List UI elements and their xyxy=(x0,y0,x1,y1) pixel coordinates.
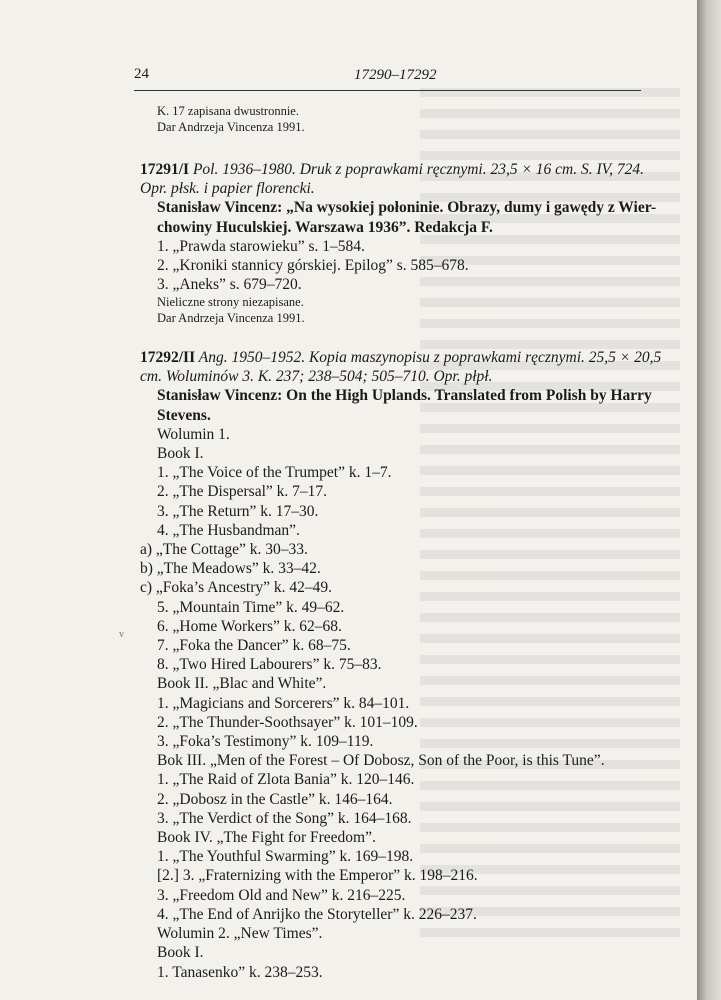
contents-line: Bok III. „Men of the Forest – Of Dobosz, Son of the Poor, is this Tune”. xyxy=(157,752,605,770)
entry-desc-line-2: cm. Woluminów 3. K. 237; 238–504; 505–710. Opr. płpł. xyxy=(140,368,493,386)
entry1-notes xyxy=(157,294,667,326)
contents-line: c) „Foka’s Ancestry” k. 42–49. xyxy=(140,579,332,597)
entry-description xyxy=(140,160,650,179)
contents-line: Wolumin 1. xyxy=(157,425,230,443)
entry-desc-line-1: Pol. 1936–1980. Druk z poprawkami ręcznymi. 23,5 × 16 cm. S. IV, 724. xyxy=(189,161,644,178)
contents-line: 8. „Two Hired Labourers” k. 75–83. xyxy=(157,656,382,674)
note-line: K. 17 zapisana dwustronnie. xyxy=(157,104,299,118)
running-header xyxy=(134,66,641,91)
contents-line: 1. „Magicians and Sorcerers” k. 84–101. xyxy=(157,694,410,712)
entry-item: 1. „Prawda starowieku” s. 1–584. xyxy=(157,237,365,255)
entry-desc-line-2: Opr. płsk. i papier florencki. xyxy=(140,180,315,198)
contents-line: Book I. xyxy=(157,944,204,962)
contents-line: 6. „Home Workers” k. 62–68. xyxy=(157,617,342,635)
entry-title-line: Stevens. xyxy=(157,406,211,424)
note-line: Dar Andrzeja Vincenza 1991. xyxy=(157,311,305,325)
contents-line: Book II. „Blac and White”. xyxy=(157,675,327,693)
entry-id: 17291/I xyxy=(140,161,190,178)
entry-item: 2. „Kroniki stannicy górskiej. Epilog” s. 585–678. xyxy=(157,257,469,275)
contents-line: b) „The Meadows” k. 33–42. xyxy=(140,560,321,578)
entry-id: 17292/II xyxy=(140,349,196,366)
contents-line: 5. „Mountain Time” k. 49–62. xyxy=(157,598,345,616)
contents-line: 1. Tanasenko” k. 238–253. xyxy=(157,963,323,981)
contents-line: 1. „The Raid of Zlota Bania” k. 120–146. xyxy=(157,771,415,789)
contents-line: 2. „The Thunder-Soothsayer” k. 101–109. xyxy=(157,713,418,731)
entry-title-line: Stanisław Vincenz: On the High Uplands. Translated from Polish by Harry xyxy=(157,387,652,405)
running-head: 17290–17292 xyxy=(354,67,437,83)
entry-item: 3. „Aneks” s. 679–720. xyxy=(157,276,302,294)
margin-mark: v xyxy=(119,629,124,640)
page-edge xyxy=(697,0,721,1000)
contents-line: 2. „Dobosz in the Castle” k. 146–164. xyxy=(157,790,393,808)
contents-line: Book IV. „The Fight for Freedom”. xyxy=(157,829,376,847)
top-note xyxy=(157,103,667,135)
contents-line: Book I. xyxy=(157,445,204,463)
entry-desc-line-1: Ang. 1950–1952. Kopia maszynopisu z poprawkami ręcznymi. 25,5 × 20,5 xyxy=(195,349,662,366)
contents-line: 4. „The End of Anrijko the Storyteller” k. 226–237. xyxy=(157,905,477,923)
page-number: 24 xyxy=(134,66,149,82)
contents-line: 3. „Freedom Old and New” k. 216–225. xyxy=(157,886,406,904)
contents-line: 7. „Foka the Dancer” k. 68–75. xyxy=(157,637,351,655)
catalog-entry-17291 xyxy=(140,160,657,294)
contents-line: 3. „Foka’s Testimony” k. 109–119. xyxy=(157,733,374,751)
contents-line: 3. „The Verdict of the Song” k. 164–168. xyxy=(157,809,412,827)
contents-line: 1. „The Youthful Swarming” k. 169–198. xyxy=(157,848,414,866)
contents-line: a) „The Cottage” k. 30–33. xyxy=(140,541,308,559)
contents-line: 1. „The Voice of the Trumpet” k. 1–7. xyxy=(157,464,392,482)
contents-line: 2. „The Dispersal” k. 7–17. xyxy=(157,483,328,501)
note-line: Dar Andrzeja Vincenza 1991. xyxy=(157,120,305,134)
contents-line: [2.] 3. „Fraternizing with the Emperor” k. 198–216. xyxy=(157,867,478,885)
entry-title-line: chowiny Huculskiej. Warszawa 1936”. Redakcja F. xyxy=(157,218,493,236)
contents-line: 3. „The Return” k. 17–30. xyxy=(157,502,319,520)
contents-line: 4. „The Husbandman”. xyxy=(157,521,300,539)
note-line: Nieliczne strony niezapisane. xyxy=(157,295,304,309)
contents-line: Wolumin 2. „New Times”. xyxy=(157,925,323,943)
entry-description xyxy=(140,348,662,367)
entry-title-line: Stanisław Vincenz: „Na wysokiej połoninie. Obrazy, dumy i gawędy z Wier- xyxy=(157,199,657,217)
catalog-entry-17292 xyxy=(140,348,662,982)
